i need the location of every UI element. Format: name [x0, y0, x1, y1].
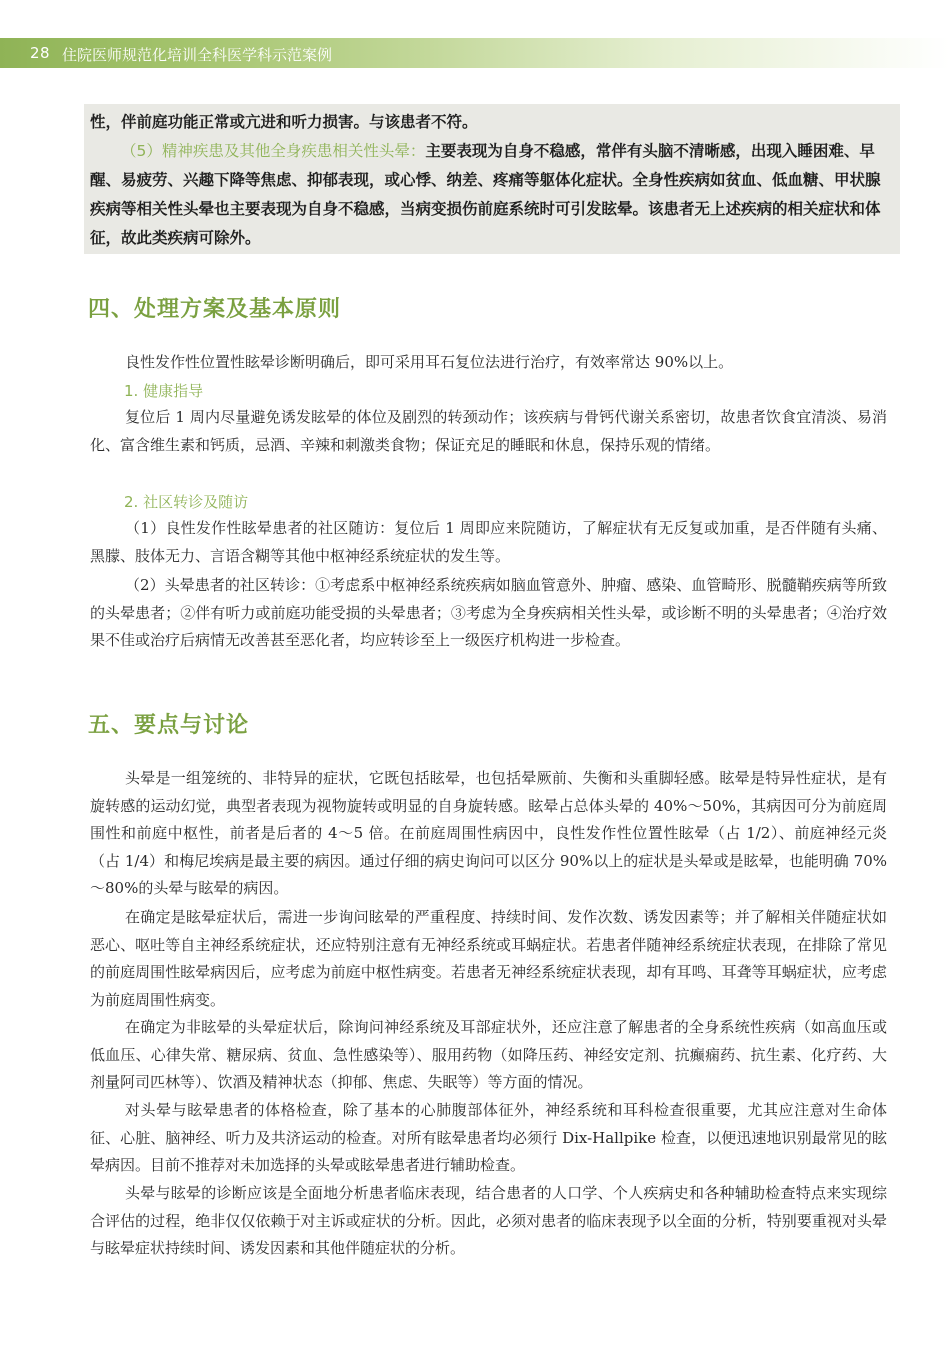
section-5-para-2: 在确定是眩晕症状后，需进一步询问眩晕的严重程度、持续时间、发作次数、诱发因素等；并了解相关伴随症状如恶心、呕吐等自主神经系统症状，还应特别注意有无神经系统或耳蜗症状。若患者伴随神经系统症状表现，在排除了常见的前庭周围性眩晕病因后，应考虑为前庭中枢性病变。若患者无神经系统症状表现，却有耳鸣、耳聋等耳蜗症状，应考虑为前庭周围性病变。 [90, 908, 887, 1009]
box-line-1: 性，伴前庭功能正常或亢进和听力损害。与该患者不符。 [90, 113, 478, 131]
book-title: 住院医师规范化培训全科医学科示范案例 [62, 46, 333, 64]
sub-2-title: 2. 社区转诊及随访 [124, 493, 249, 511]
section-5-para-4: 对头晕与眩晕患者的体格检查，除了基本的心肺腹部体征外，神经系统和耳科检查很重要，尤其应注意对生命体征、心脏、脑神经、听力及共济运动的检查。对所有眩晕患者均必须行 Dix-Hallpike 检查，以便迅速地识别最常见的眩晕病因。目前不推荐对未加选择的头晕或眩晕患者进行辅助检查。 [90, 1101, 887, 1174]
sub-2-para-2: （2）头晕患者的社区转诊：①考虑系中枢神经系统疾病如脑血管意外、肿瘤、感染、血管畸形、脱髓鞘疾病等所致的头晕患者；②伴有听力或前庭功能受损的头晕患者；③考虑为全身疾病相关性头晕，或诊断不明的头晕患者；④治疗效果不佳或治疗后病情无改善甚至恶化者，均应转诊至上一级医疗机构进一步检查。 [90, 576, 887, 649]
sub-1-text: 复位后 1 周内尽量避免诱发眩晕的体位及剧烈的转颈动作；该疾病与骨钙代谢关系密切，故患者饮食宜清淡、易消化、富含维生素和钙质，忌酒、辛辣和刺激类食物；保证充足的睡眠和休息，保持乐观的情绪。 [90, 408, 887, 454]
section-4-intro: 良性发作性位置性眩晕诊断明确后，即可采用耳石复位法进行治疗，有效率常达 90%以上。 [125, 353, 734, 371]
page-number: 28 [30, 44, 51, 62]
box-item-5-lead: （5）精神疾患及其他全身疾患相关性头晕： [121, 142, 426, 160]
section-5-para-5: 头晕与眩晕的诊断应该是全面地分析患者临床表现，结合患者的人口学、个人疾病史和各种辅助检查特点来实现综合评估的过程，绝非仅仅依赖于对主诉或症状的分析。因此，必须对患者的临床表现予以全面的分析，特别要重视对头晕与眩晕症状持续时间、诱发因素和其他伴随症状的分析。 [90, 1184, 887, 1257]
section-5-para-3: 在确定为非眩晕的头晕症状后，除询问神经系统及耳部症状外，还应注意了解患者的全身系统性疾病（如高血压或低血压、心律失常、糖尿病、贫血、急性感染等）、服用药物（如降压药、神经安定剂、抗癫痫药、抗生素、化疗药、大剂量阿司匹林等）、饮酒及精神状态（抑郁、焦虑、失眠等）等方面的情况。 [90, 1018, 887, 1091]
sub-1-title: 1. 健康指导 [124, 382, 204, 400]
box-item-5-text: 主要表现为自身不稳感，常伴有头脑不清晰感，出现入睡困难、早醒、易疲劳、兴趣下降等焦虑、抑郁表现，或心悸、纳差、疼痛等躯体化症状。全身性疾病如贫血、低血糖、甲状腺疾病等相关性头晕也主要表现为自身不稳感，当病变损伤前庭系统时可引发眩晕。该患者无上述疾病的相关症状和体征，故此类疾病可除外。 [90, 142, 881, 247]
sub-2-para-1: （1）良性发作性眩晕患者的社区随访：复位后 1 周即应来院随访，了解症状有无反复或加重，是否伴随有头痛、黑朦、肢体无力、言语含糊等其他中枢神经系统症状的发生等。 [90, 519, 887, 565]
differential-box [84, 104, 900, 254]
box-item-5 [90, 137, 890, 253]
section-5-title: 五、要点与讨论 [88, 712, 250, 738]
section-4-title: 四、处理方案及基本原则 [88, 296, 342, 322]
section-5-para-1: 头晕是一组笼统的、非特异的症状，它既包括眩晕，也包括晕厥前、失衡和头重脚轻感。眩晕是特异性症状，是有旋转感的运动幻觉，典型者表现为视物旋转或明显的自身旋转感。眩晕占总体头晕的 40%～50%，其病因可分为前庭周围性和前庭中枢性，前者是后者的 4～5 倍。在前庭周围性病因中，良性发作性位置性眩晕（占 1/2）、前庭神经元炎（占 1/4）和梅尼埃病是最主要的病因。通过仔细的病史询问可以区分 90%以上的症状是头晕或是眩晕，也能明确 70%～80%的头晕与眩晕的病因。 [90, 769, 887, 897]
